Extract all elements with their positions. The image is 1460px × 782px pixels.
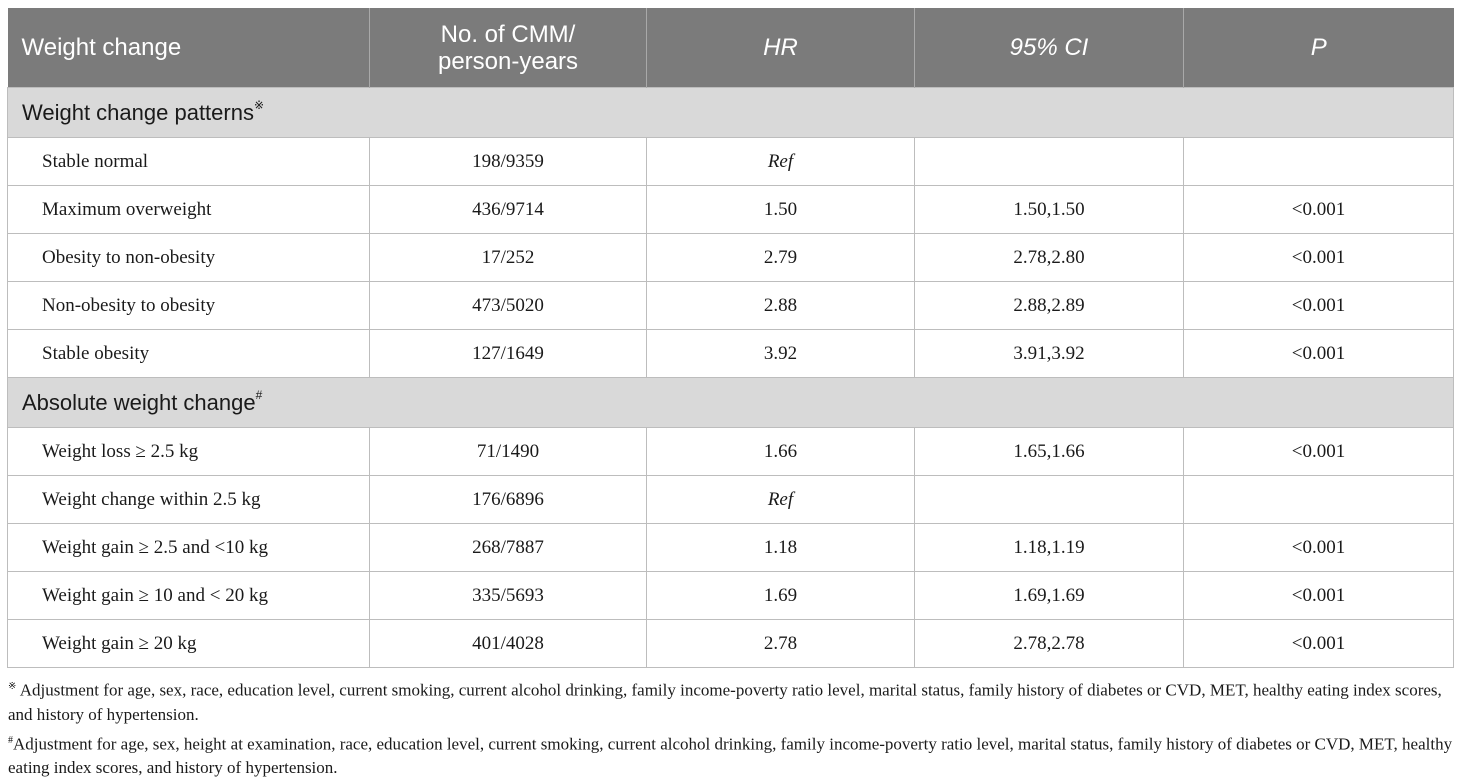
table-row [8, 138, 1454, 186]
table-row [8, 524, 1454, 572]
table-row [8, 476, 1454, 524]
row-cmm: 436/9714 [370, 186, 647, 234]
row-p: <0.001 [1184, 428, 1454, 476]
row-name: Weight gain ≥ 10 and < 20 kg [8, 572, 370, 620]
header-col2-line2: person-years [437, 47, 579, 75]
row-hr: 1.50 [647, 186, 915, 234]
row-cmm: 335/5693 [370, 572, 647, 620]
row-cmm: 473/5020 [370, 282, 647, 330]
row-cmm: 268/7887 [370, 524, 647, 572]
header-col2-line1: No. of CMM/ [440, 20, 576, 48]
row-cmm: 401/4028 [370, 620, 647, 668]
row-name: Stable normal [8, 138, 370, 186]
header-ci: 95% CI [915, 8, 1184, 88]
row-name: Obesity to non-obesity [8, 234, 370, 282]
row-ci: 2.78,2.80 [915, 234, 1184, 282]
row-cmm: 198/9359 [370, 138, 647, 186]
table-row [8, 428, 1454, 476]
row-p: <0.001 [1184, 620, 1454, 668]
footnote-text: Adjustment for age, sex, height at examination, race, education level, current smoking, current alcohol drinking, family income-poverty ratio level, marital status, family history of diabetes or CVD, MET, healthy eating index scores, and history of hypertension. [8, 734, 1453, 778]
row-hr: Ref [647, 476, 915, 524]
row-ci: 1.50,1.50 [915, 186, 1184, 234]
row-hr: 3.92 [647, 330, 915, 378]
row-hr: 1.18 [647, 524, 915, 572]
row-p: <0.001 [1184, 234, 1454, 282]
header-weight-change: Weight change [8, 8, 370, 88]
row-cmm: 17/252 [370, 234, 647, 282]
row-name: Weight gain ≥ 2.5 and <10 kg [8, 524, 370, 572]
row-ci [915, 476, 1184, 524]
header-p: P [1184, 8, 1454, 88]
hazard-ratio-table [7, 8, 1454, 668]
section-title-text: Absolute weight change [22, 389, 256, 415]
table-row [8, 234, 1454, 282]
row-cmm: 176/6896 [370, 476, 647, 524]
row-ci: 2.78,2.78 [915, 620, 1184, 668]
row-ci [915, 138, 1184, 186]
footnote-mark: ※ [8, 681, 17, 692]
table-row [8, 330, 1454, 378]
section-title-text: Weight change patterns [22, 99, 254, 125]
row-name: Weight loss ≥ 2.5 kg [8, 428, 370, 476]
row-name: Stable obesity [8, 330, 370, 378]
row-p [1184, 138, 1454, 186]
footnote-2 [8, 729, 1458, 781]
table-row [8, 186, 1454, 234]
row-p: <0.001 [1184, 572, 1454, 620]
footnote-1 [8, 675, 1458, 727]
row-name: Weight change within 2.5 kg [8, 476, 370, 524]
row-p: <0.001 [1184, 524, 1454, 572]
results-table-container [7, 8, 1453, 668]
row-hr: 1.69 [647, 572, 915, 620]
row-p: <0.001 [1184, 330, 1454, 378]
row-p [1184, 476, 1454, 524]
row-ci: 3.91,3.92 [915, 330, 1184, 378]
row-p: <0.001 [1184, 186, 1454, 234]
row-ci: 1.65,1.66 [915, 428, 1184, 476]
row-cmm: 127/1649 [370, 330, 647, 378]
row-ci: 1.69,1.69 [915, 572, 1184, 620]
header-hr: HR [647, 8, 915, 88]
table-header-row [8, 8, 1454, 88]
row-p: <0.001 [1184, 282, 1454, 330]
row-hr: 2.88 [647, 282, 915, 330]
table-row [8, 572, 1454, 620]
footnote-mark: # [255, 388, 263, 403]
footnote-text: Adjustment for age, sex, race, education level, current smoking, current alcohol drinking, family income-poverty ratio level, marital status, family history of diabetes or CVD, MET, healthy eating index scores, and history of hypertension. [8, 680, 1442, 724]
section-row-patterns [8, 88, 1454, 138]
row-cmm: 71/1490 [370, 428, 647, 476]
row-name: Non-obesity to obesity [8, 282, 370, 330]
row-hr: 2.78 [647, 620, 915, 668]
row-hr: Ref [647, 138, 915, 186]
footnote-mark: ※ [253, 98, 265, 113]
footnotes [8, 675, 1458, 782]
row-name: Weight gain ≥ 20 kg [8, 620, 370, 668]
row-hr: 1.66 [647, 428, 915, 476]
header-cmm-person-years [370, 8, 647, 88]
row-ci: 2.88,2.89 [915, 282, 1184, 330]
table-row [8, 282, 1454, 330]
section-row-absolute [8, 378, 1454, 428]
row-ci: 1.18,1.19 [915, 524, 1184, 572]
row-hr: 2.79 [647, 234, 915, 282]
section-title [8, 88, 1454, 138]
table-row [8, 620, 1454, 668]
footnote-mark: # [8, 734, 13, 746]
row-name: Maximum overweight [8, 186, 370, 234]
section-title [8, 378, 1454, 428]
